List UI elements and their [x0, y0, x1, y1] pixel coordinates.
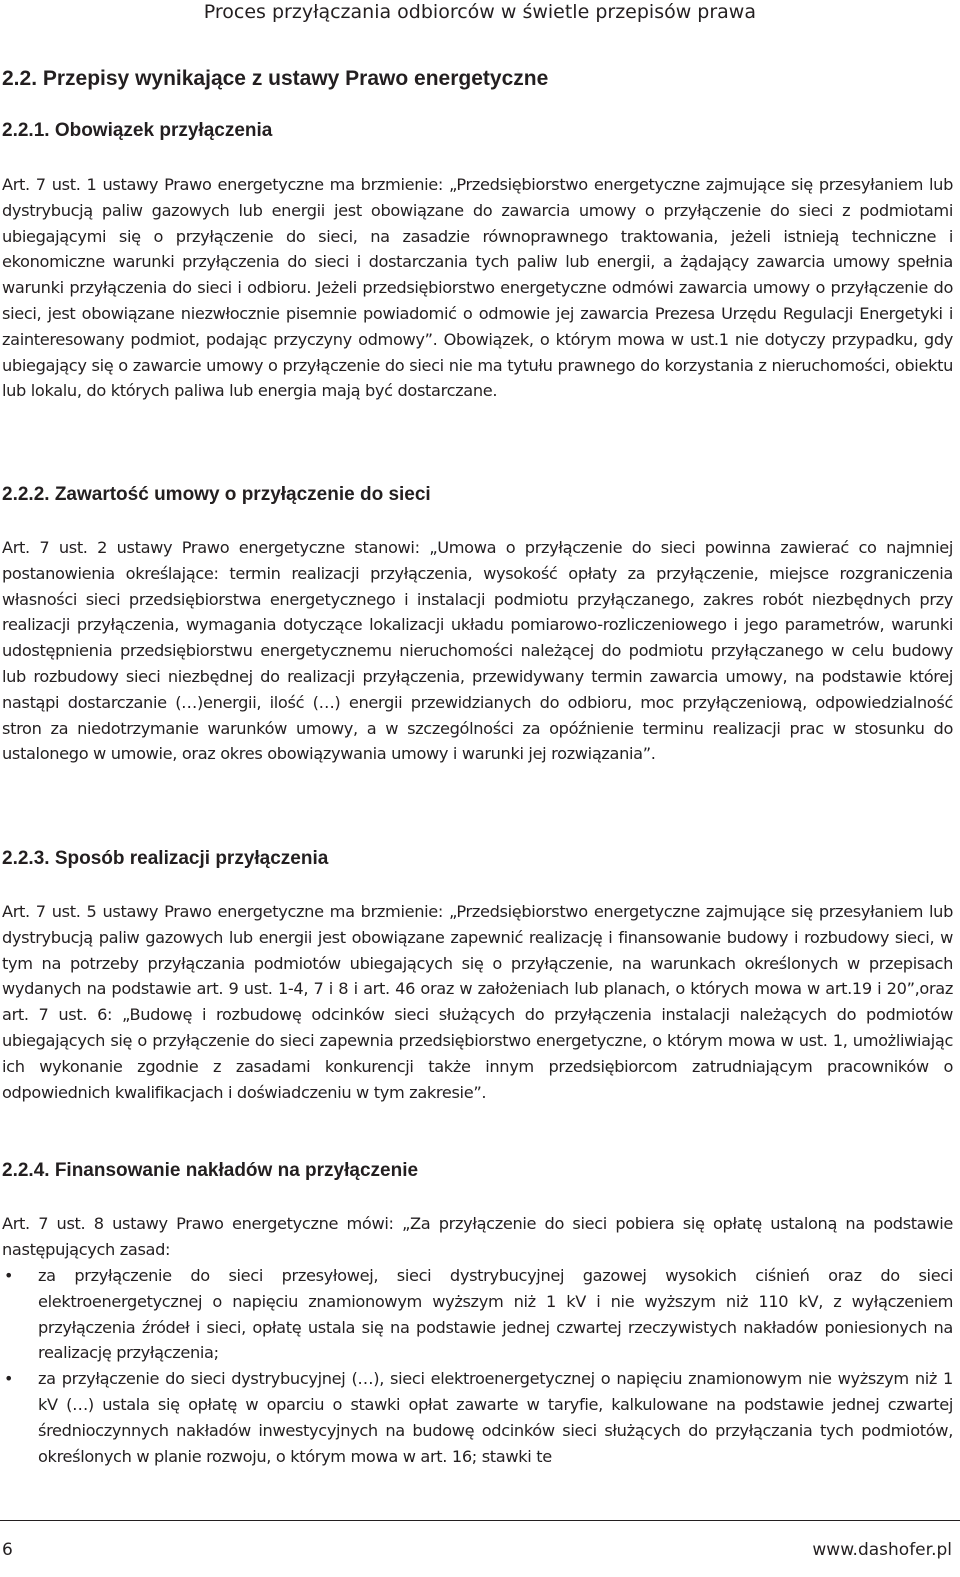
subsection-title-zawartosc: 2.2.2. Zawartość umowy o przyłączenie do sieci [2, 484, 431, 505]
subsection-title-sposob: 2.2.3. Sposób realizacji przyłączenia [2, 848, 329, 869]
footer-divider [0, 1520, 960, 1521]
paragraph-finansowanie: Art. 7 ust. 8 ustawy Prawo energetyczne mówi: „Za przyłączenie do sieci pobiera się opłatę ustaloną na podstawie następujących zasad: [2, 1214, 953, 1259]
paragraph-obowiazek: Art. 7 ust. 1 ustawy Prawo energetyczne ma brzmienie: „Przedsiębiorstwo energetyczne zajmujące się przesyłaniem lub dystrybucją paliw gazowych lub energii jest obowiązane do zawarcia umowy o przyłączenie do sieci z podmiotami ubiegającymi się o przyłączenie do sieci, na zasadzie równoprawnego traktowania, jeżeli istnieją techniczne i ekonomiczne warunki przyłączenia do sieci i dostarczania tych paliw lub energii, a żądający zawarcia umowy spełnia warunki przyłączenia do sieci i odbioru. Jeżeli przedsiębiorstwo energetyczne odmówi zawarcia umowy o przyłączenie do sieci, jest obowiązane niezwłocznie pisemnie powiadomić o odmowie jej zawarcia Prezesa Urzędu Regulacji Energetyki i zainteresowany podmiot, podając przyczyny odmowy”. Obowiązek, o którym mowa w ust.1 nie dotyczy przypadku, gdy ubiegający się o zawarcie umowy o przyłączenie do sieci nie ma tytułu prawnego do korzystania z nieruchomości, obiektu lub lokalu, do których paliwa lub energia mają być dostarczane. [2, 175, 953, 401]
running-header: Proces przyłączania odbiorców w świetle przepisów prawa [203, 1, 756, 23]
subsection-title-finansowanie: 2.2.4. Finansowanie nakładów na przyłączenie [2, 1160, 419, 1181]
list-item [2, 1263, 953, 1366]
list-item-text: za przyłączenie do sieci przesyłowej, sieci dystrybucyjnej gazowej wysokich ciśnień oraz do sieci elektroenergetycznej o napięciu znamionowym wyższym niż 1 kV i nie wyższym niż 110 kV, z wyłączeniem przyłączenia źródeł i sieci, opłatę ustala się na podstawie jednej czwartej rzeczywistych nakładów poniesionych na realizację przyłączenia; [38, 1266, 953, 1363]
subsection-title-obowiazek: 2.2.1. Obowiązek przyłączenia [2, 120, 273, 141]
paragraph-zawartosc: Art. 7 ust. 2 ustawy Prawo energetyczne stanowi: „Umowa o przyłączenie do sieci powinna zawierać co najmniej postanowienia określające: termin realizacji przyłączenia, wysokość opłaty za przyłączenie, miejsce rozgraniczenia własności sieci przedsiębiorstwa energetycznego i instalacji podmiotu przyłączanego, zakres robót niezbędnych przy realizacji przyłączenia, wymagania dotyczące lokalizacji układu pomiarowo-rozliczeniowego i jego parametrów, warunki udostępnienia przedsiębiorstwu energetycznemu nieruchomości należącej do podmiotu przyłączanego w celu budowy lub rozbudowy sieci niezbędnej do realizacji przyłączenia, przewidywany termin zawarcia umowy, na podstawie której nastąpi dostarczanie (…)energii, ilość (…) energii przewidzianych do odbioru, moc przyłączeniową, odpowiedzialność stron za niedotrzymanie warunków umowy, a w szczególności za opóźnienie terminu realizacji prac w stosunku do ustalonego w umowie, oraz okres obowiązywania umowy i warunki jej rozwiązania”. [2, 538, 953, 764]
list-item [2, 1366, 953, 1469]
footer-website-link[interactable]: www.dashofer.pl [812, 1540, 952, 1560]
list-item-text: za przyłączenie do sieci dystrybucyjnej (…), sieci elektroenergetycznej o napięciu znamionowym nie wyższym niż 1 kV (…) ustala się opłatę w oparciu o stawki opłat zawarte w taryfie, kalkulowane na podstawie jednej czwartej średnioczynnych nakładów inwestycyjnych na budowę odcinków sieci służących do przyłączania tych podmiotów, określonych w planie rozwoju, o którym mowa w art. 16; stawki te [38, 1369, 953, 1466]
bullet-icon: • [4, 1266, 14, 1285]
paragraph-sposob: Art. 7 ust. 5 ustawy Prawo energetyczne ma brzmienie: „Przedsiębiorstwo energetyczne zajmujące się przesyłaniem lub dystrybucją paliw gazowych lub energii jest obowiązane zapewnić realizację i finansowanie budowy i rozbudowy sieci, w tym na potrzeby przyłączania podmiotów ubiegających się o przyłączenie, na warunkach określonych w przepisach wydanych na podstawie art. 9 ust. 1-4, 7 i 8 i art. 46 oraz w założeniach lub planach, o których mowa w art.19 i 20”,oraz art. 7 ust. 6: „Budowę i rozbudowę odcinków sieci służących do przyłączenia instalacji należących do podmiotów ubiegających się o przyłączenie do sieci zapewnia przedsiębiorstwo energetyczne, o którym mowa w ust. 1, umożliwiając ich wykonanie zgodnie z zasadami konkurencji także innym przedsiębiorcom zatrudniającym pracowników o odpowiednich kwalifikacjach i doświadczeniu w tym zakresie”. [2, 902, 953, 1102]
page-number: 6 [2, 1540, 13, 1560]
bullet-icon: • [4, 1369, 14, 1389]
section-title: 2.2. Przepisy wynikające z ustawy Prawo energetyczne [2, 67, 549, 90]
bullet-list [2, 1263, 953, 1469]
